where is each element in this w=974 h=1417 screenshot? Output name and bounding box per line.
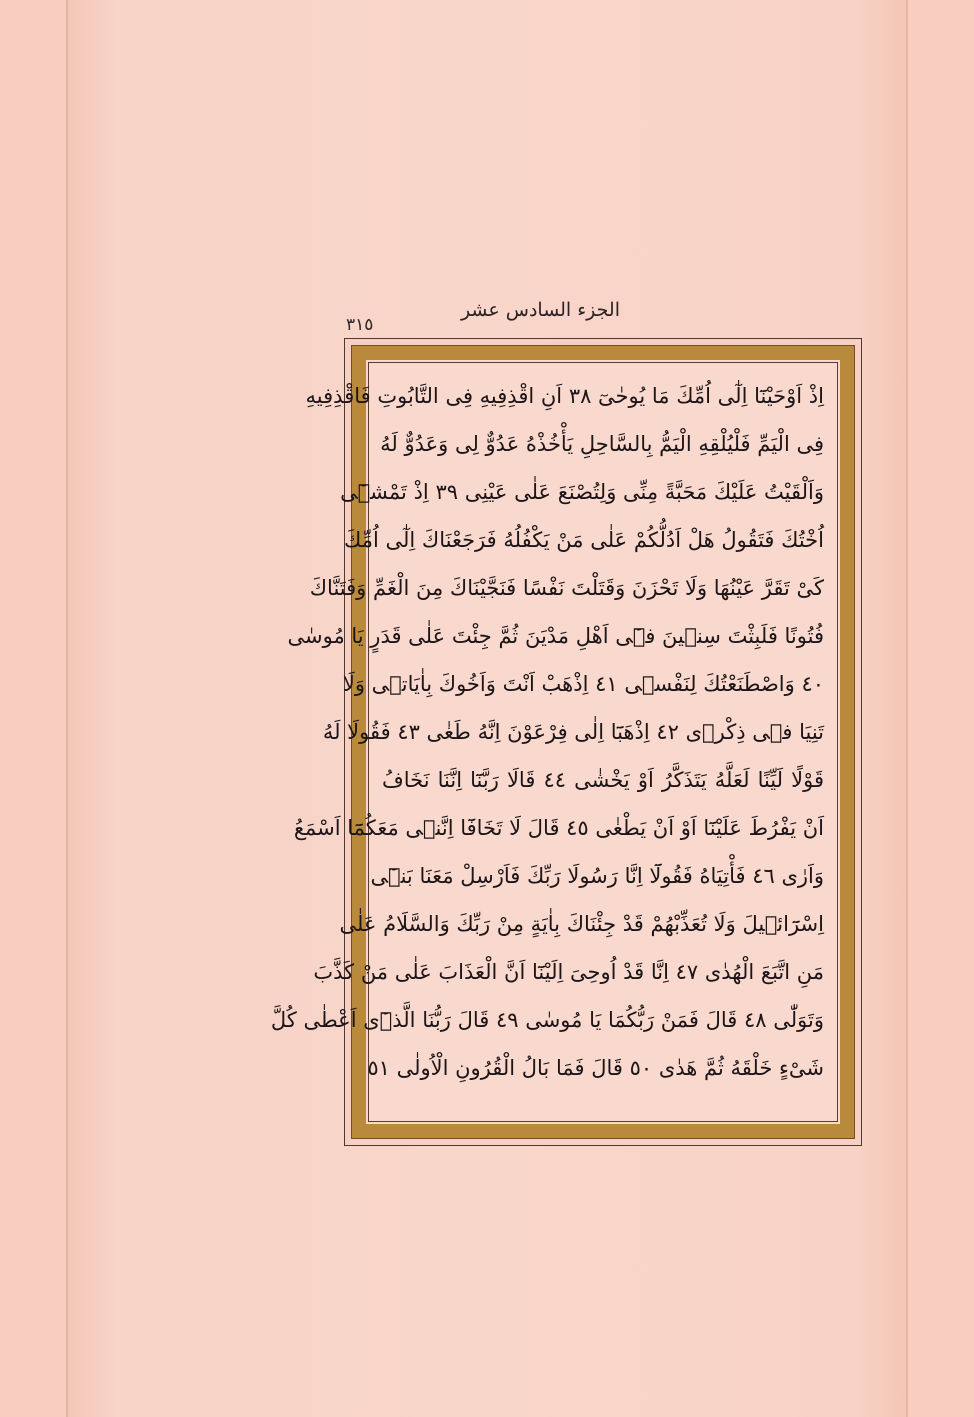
- text-line-6: فُتُونًا فَلَبِثْتَ سِنٖينَ فٖٓى اَهْلِ مَدْيَنَ ثُمَّ جِئْتَ عَلٰى قَدَرٍ يَا مُوسٰى: [287, 624, 824, 648]
- text-line-11: وَاَرٰى ٤٦ فَأْتِيَاهُ فَقُولَٓا اِنَّا رَسُولَا رَبِّكَ فَاَرْسِلْ مَعَنَا بَنٖٓى: [370, 864, 824, 888]
- text-line-2: فِى الْيَمِّ فَلْيُلْقِهِ الْيَمُّ بِالسَّاحِلِ يَأْخُذْهُ عَدُوٌّ لِى وَعَدُوٌّ لَهُ: [380, 432, 824, 456]
- text-line-9: قَوْلًا لَيِّنًا لَعَلَّهُ يَتَذَكَّرُ اَوْ يَخْشٰى ٤٤ قَالَا رَبَّنَٓا اِنَّنَا نَخَافُ: [382, 768, 824, 792]
- quran-text-block: [270, 372, 824, 1104]
- text-line-12: اِسْرَٓائٖيلَ وَلَا تُعَذِّبْهُمْ قَدْ جِئْنَاكَ بِاٰيَةٍ مِنْ رَبِّكَ وَالسَّلَامُ عَلٰى: [339, 912, 824, 936]
- text-line-3: وَاَلْقَيْتُ عَلَيْكَ مَحَبَّةً مِنِّى وَلِتُصْنَعَ عَلٰى عَيْنِى ٣٩ اِذْ تَمْشٖٓى: [340, 480, 824, 504]
- text-line-13: مَنِ اتَّبَعَ الْهُدٰى ٤٧ اِنَّا قَدْ اُوحِىَ اِلَيْنَٓا اَنَّ الْعَذَابَ عَلٰى مَنْ كَذَّبَ: [313, 960, 824, 984]
- page-edge-left: [66, 0, 68, 1417]
- page-edge-right: [906, 0, 908, 1417]
- page-number: ٣١٥: [346, 315, 374, 335]
- text-line-4: اُخْتُكَ فَتَقُولُ هَلْ اَدُلُّكُمْ عَلٰى مَنْ يَكْفُلُهُ فَرَجَعْنَاكَ اِلٰٓى اُمِّكَ: [344, 528, 824, 552]
- text-line-15: شَىْءٍ خَلْقَهُ ثُمَّ هَدٰى ٥٠ قَالَ فَمَا بَالُ الْقُرُونِ الْاُولٰى ٥١: [367, 1056, 824, 1080]
- text-line-5: كَىْ تَقَرَّ عَيْنُهَا وَلَا تَحْزَنَ وَقَتَلْتَ نَفْسًا فَنَجَّيْنَاكَ مِنَ الْغَمِّ وَفَتَنَّاكَ: [309, 576, 824, 600]
- juz-title: الجزء السادس عشر: [460, 299, 620, 321]
- text-line-10: اَنْ يَفْرُطَ عَلَيْنَٓا اَوْ اَنْ يَطْغٰى ٤٥ قَالَ لَا تَخَافَٓا اِنَّنٖى مَعَكُمَٓا اَسْمَعُ: [293, 816, 824, 840]
- text-line-8: تَنِيَا فٖى ذِكْرٖى ٤٢ اِذْهَبَٓا اِلٰى فِرْعَوْنَ اِنَّهُ طَغٰى ٤٣ فَقُولَا لَهُ: [322, 720, 824, 744]
- text-line-14: وَتَوَلّٰى ٤٨ قَالَ فَمَنْ رَبُّكُمَا يَا مُوسٰى ٤٩ قَالَ رَبُّنَا الَّذٖٓى اَعْطٰى كُلَّ: [270, 1008, 824, 1032]
- text-line-1: اِذْ اَوْحَيْنَٓا اِلٰٓى اُمِّكَ مَا يُوحٰىٓ ٣٨ اَنِ اقْذِفِيهِ فِى التَّابُوتِ فَاقْذِفِيهِ: [305, 384, 824, 408]
- text-line-7: ٤٠ وَاصْطَنَعْتُكَ لِنَفْسٖى ٤١ اِذْهَبْ اَنْتَ وَاَخُوكَ بِاٰيَاتٖى وَلَا: [342, 672, 824, 696]
